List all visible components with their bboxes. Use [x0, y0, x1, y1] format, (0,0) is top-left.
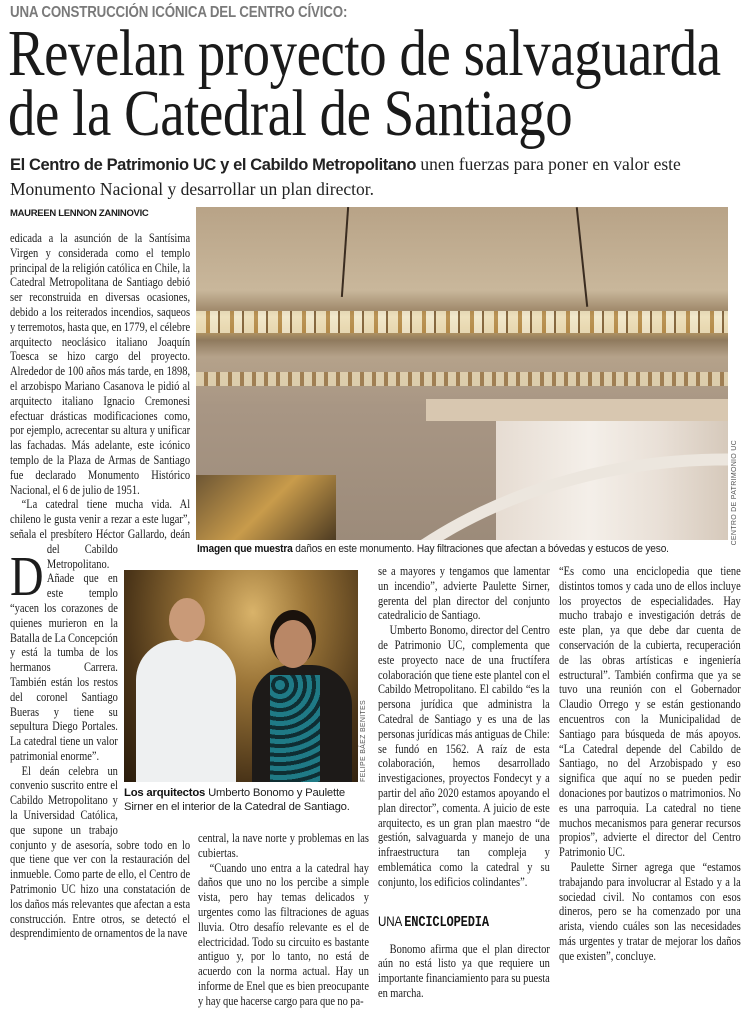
paragraph: “Es como una enciclopedia que tiene distintos tomos y cada uno de ellos incluye los proyectos de especialidades. Hay mucho trabajo e investigación detrás de este plan, ya que debe dar cuenta de conservación de la cubierta, recuperación de las obras artísticas e ingeniería estructural”. También confirma que ya se tuvo una reunión con el Gobernador Claudio Orrego y se están gestionando encuentros con la Municipalidad de Santiago para búsqueda de más apoyos. “La Catedral depende del Cabildo de Santiago, no del Arzobispado y eso significa que aquí no se pueden pedir donaciones por bautizos o matrimonios. No es una parroquia. La catedral no tiene muchos mecanismos para generar recursos propios”, advierte el director del Centro Patrimonio UC.	[559, 564, 741, 860]
body-column-2	[198, 831, 369, 1009]
patterned-blouse	[270, 675, 320, 782]
subhead-light: UNA	[378, 912, 405, 929]
paragraph: Umberto Bonomo, director del Centro de Patrimonio UC, complementa que este proyecto nace de una fructífera colaboración que tiene este plantel con el Cabildo Metropolitano. El cabildo “es la persona jurídica que administra la Catedral de Santiago y es una de las personas jurídicas más antiguas de Chile: se fundó en 1562. A raíz de esta colaboración, hemos desarrollado investigaciones, proyectos Fondecyt y a partir del año 2020 estamos apoyando el plan director”, comenta. A juicio de este arquitecto, es un gran plan maestro “de gestión, salvaguarda y manejo de una infraestructura tan compleja y emblemática como la catedral y su conjunto, los edificios colindantes”.	[378, 623, 550, 889]
photo-caption	[197, 542, 669, 556]
deck-text: unen fuerzas para poner en valor este Monumento Nacional y desarrollar un plan director.	[10, 154, 681, 199]
architects-photo	[124, 570, 358, 782]
paragraph: central, la nave norte y problemas en las cubiertas.	[198, 831, 369, 860]
deck	[10, 152, 745, 201]
byline: MAUREEN LENNON ZANINOVIC	[10, 208, 149, 219]
caption-bold: Los arquitectos	[124, 787, 206, 799]
caption-bold: Imagen que muestra	[197, 543, 293, 555]
body-column-4	[559, 564, 741, 964]
paragraph: Al chileno le gusta venir a rezar a este lugar”, señala el presbítero Héctor Gallardo, deán del Cabildo Metropolitano. Añade que en este templo “yacen los corazones de quienes murieron en la Batalla de La Concepción y está la tumba de los hermanos Carrera. También están los restos del coronel Santiago Bueras y tiene su sepultura Diego Portales. La catedral tiene un	[10, 497, 191, 749]
ornament-band	[196, 311, 728, 333]
headline	[8, 17, 721, 150]
man-head	[169, 598, 205, 642]
paragraph: Bonomo afirma que el plan director aún no está listo ya que requiere un importante financiamiento para su puesta en marcha.	[378, 941, 550, 1000]
paragraph: “La catedral tiene mucha vida.	[21, 497, 173, 512]
photo-caption	[124, 786, 364, 814]
drop-cap: D	[10, 546, 44, 608]
caption-text: Umberto Bonomo y Paulette Sirner en el interior de la Catedral de Santiago.	[124, 787, 350, 813]
crack	[576, 207, 588, 307]
kicker: UNA CONSTRUCCIÓN ICÓNICA DEL CENTRO CÍVICO:	[10, 4, 348, 21]
gilded-ornament	[196, 475, 336, 540]
paragraph: “Cuando uno entra a la catedral hay daños que uno no los percibe a simple vista, pero hay temas delicados y urgentes como las filtraciones de aguas lluvia. Otro desafío relevante es el de electricidad. Todo su circuito es bastante antiguo y, por lo tanto, no está de acuerdo con la norma actual. Hay un informe de Enel que es bien preocupante y hay que hacerse cargo para que no pa-	[198, 860, 369, 1008]
paragraph: El deán celebra un convenio suscrito entre el Cabildo Metropolitano y la Universidad Católica, que supone un trabajo conjunto y de asesoría, sobre todo en lo que tiene que ver con la restauración del inmueble. Como parte de ello, el Centro de Patrimonio UC hizo una constatación de los daños más relevantes que afectan a esta construcción. Entre otros, se detectó el desprendimiento de ornamentos de la nave	[10, 763, 191, 941]
photo-credit: FELIPE BÁEZ BENITES	[360, 700, 367, 782]
headline-line-2: de la Catedral de Santiago	[8, 77, 573, 150]
subhead-bold: ENCICLOPEDIA	[404, 914, 489, 931]
paragraph: valor patrimonial enorme”.	[10, 734, 118, 763]
ornament-band	[196, 372, 728, 386]
beam	[426, 399, 728, 421]
photo-credit: CENTRO DE PATRIMONIO UC	[731, 440, 738, 546]
caption-text: daños en este monumento. Hay filtraciones que afectan a bóvedas y estucos de yeso.	[292, 543, 669, 555]
cathedral-damage-photo	[196, 207, 728, 540]
section-subhead	[378, 912, 550, 932]
body-column-3	[378, 564, 550, 1001]
paragraph: edicada a la asunción de la Santísima Virgen y considerada como el templo principal de la religión católica en Chile, la Catedral Metropolitana de Santiago debió ser reconstruida en diversas ocasiones, debido a los reiterados incendios, saqueos y terremotos, hasta que, en 1779, el célebre arquitecto neoclásico italiano Joaquín Toesca se hizo cargo del proyecto. Alrededor de 100 años más tarde, en 1898, el arzobispo Mariano Casanova le pidió al arquitecto italiano Ignacio Cremonesi efectuar drásticas modificaciones como, por ejemplo, acrecentar su altura y unificar las fachadas. Más adelante, este icónico templo de la Plaza de Armas de Santiago fue declarado Monumento Histórico Nacional, el 6 de julio de 1951.	[10, 231, 191, 497]
woman-head	[274, 620, 312, 668]
crack	[341, 207, 349, 297]
paragraph: se a mayores y tengamos que lamentar un incendio”, advierte Paulette Sirner, gerenta del plan director del conjunto catedralicio de Santiago.	[378, 564, 550, 623]
headline-line-1: Revelan proyecto de salvaguarda	[8, 17, 721, 90]
man-figure	[136, 640, 236, 782]
deck-bold: El Centro de Patrimonio UC y el Cabildo Metropolitano	[10, 156, 416, 174]
paragraph: Paulette Sirner agrega que “estamos trabajando para involucrar al Estado y a la sociedad civil. No contamos con esos dineros, pero se ha comenzado por una arista, viendo cuáles son las necesidades más urgentes y tratar de mejorar los daños que existen”, concluye.	[559, 859, 741, 963]
